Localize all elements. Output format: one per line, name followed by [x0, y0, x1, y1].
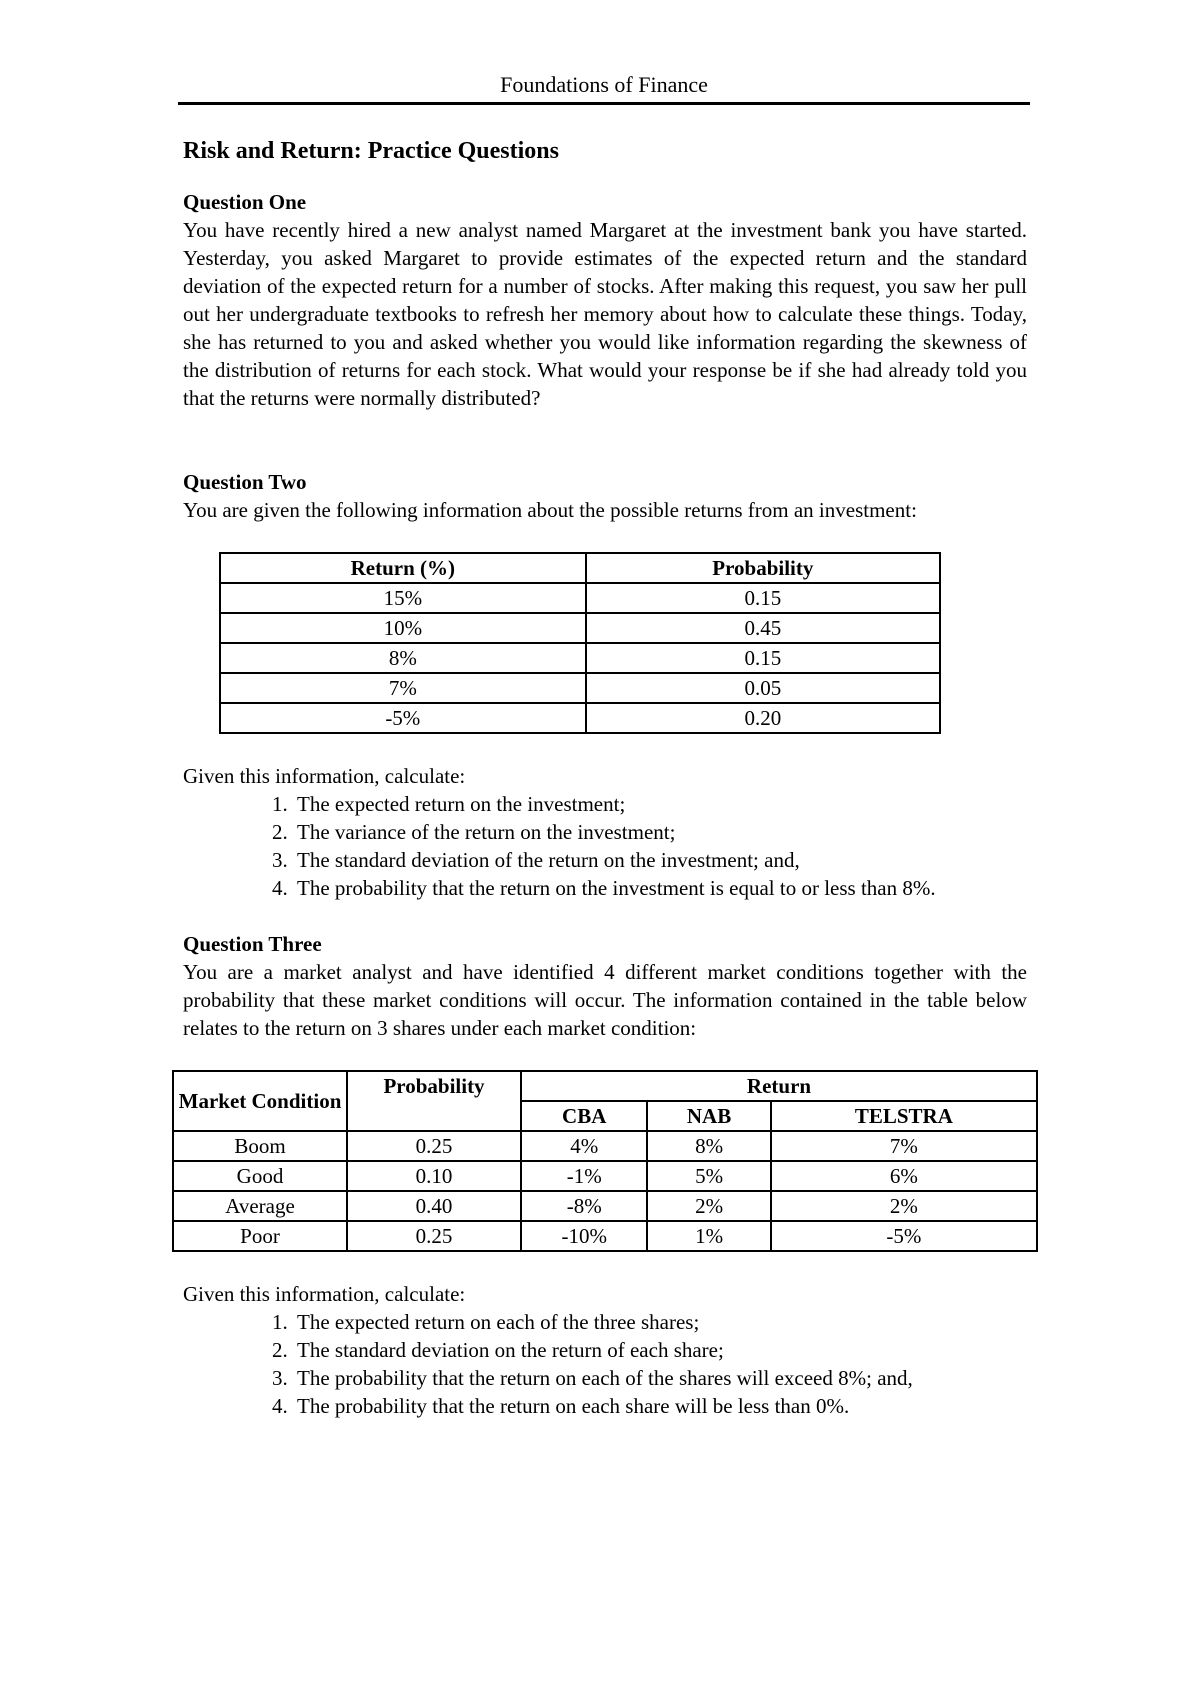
- table-cell: -5%: [771, 1221, 1037, 1251]
- table-cell: 7%: [771, 1131, 1037, 1161]
- table-row: [173, 1161, 1037, 1191]
- table-cell: 0.15: [586, 643, 940, 673]
- column-header-cba: CBA: [521, 1101, 647, 1131]
- table-cell: 1%: [647, 1221, 770, 1251]
- column-header-return: Return: [521, 1071, 1037, 1101]
- market-conditions-table: [172, 1070, 1038, 1252]
- table-cell: Average: [173, 1191, 347, 1221]
- table-cell: -1%: [521, 1161, 647, 1191]
- table-cell: Poor: [173, 1221, 347, 1251]
- table-cell: 0.25: [347, 1221, 521, 1251]
- page-title: Risk and Return: Practice Questions: [183, 138, 559, 164]
- table-cell: Boom: [173, 1131, 347, 1161]
- document-body: [178, 136, 1027, 1420]
- question-two-heading: Question Two: [183, 470, 307, 494]
- table-row: [220, 703, 940, 733]
- table-cell: 0.25: [347, 1131, 521, 1161]
- table-row: [173, 1221, 1037, 1251]
- column-header-probability: Probability: [347, 1071, 521, 1131]
- table-cell: 5%: [647, 1161, 770, 1191]
- question-three-heading: Question Three: [183, 932, 322, 956]
- table-row: [220, 583, 940, 613]
- table-row: [220, 613, 940, 643]
- question-three-task-list: [183, 1308, 1027, 1420]
- table-cell: 4%: [521, 1131, 647, 1161]
- table-cell: -5%: [220, 703, 586, 733]
- table-cell: 8%: [647, 1131, 770, 1161]
- table-cell: 6%: [771, 1161, 1037, 1191]
- question-one-heading: Question One: [183, 190, 307, 214]
- list-item: 3. The standard deviation of the return on the investment; and,: [293, 846, 1027, 874]
- table-cell: 2%: [771, 1191, 1037, 1221]
- table-cell: 8%: [220, 643, 586, 673]
- table-cell: 0.45: [586, 613, 940, 643]
- table-cell: 0.10: [347, 1161, 521, 1191]
- table-header-row: [220, 553, 940, 583]
- table-header-row: [173, 1071, 1037, 1101]
- list-item: 3. The probability that the return on each of the shares will exceed 8%; and,: [293, 1364, 1027, 1392]
- column-header-market-condition: Market Condition: [173, 1071, 347, 1131]
- question-two-calc-intro: Given this information, calculate:: [183, 764, 466, 788]
- running-header: Foundations of Finance: [178, 72, 1030, 105]
- column-header-nab: NAB: [647, 1101, 770, 1131]
- question-three-calc-intro: Given this information, calculate:: [183, 1282, 466, 1306]
- table-cell: 2%: [647, 1191, 770, 1221]
- question-one-text: You have recently hired a new analyst named Margaret at the investment bank you have started. Yesterday, you asked Margaret to provide estimates of the expected return and the standard deviation of the expected return for a number of stocks. After making this request, you saw her pull out her undergraduate textbooks to refresh her memory about how to calculate these things. Today, she has returned to you and asked whether you would like information regarding the skewness of the distribution of returns for each stock. What would your response be if she had already told you that the returns were normally distributed?: [183, 218, 1027, 410]
- table-cell: 0.20: [586, 703, 940, 733]
- table-row: [220, 673, 940, 703]
- table-cell: 0.05: [586, 673, 940, 703]
- table-row: [173, 1191, 1037, 1221]
- list-item: 2. The variance of the return on the investment;: [293, 818, 1027, 846]
- question-two-task-list: [183, 790, 1027, 902]
- table-cell: 15%: [220, 583, 586, 613]
- question-three-text: You are a market analyst and have identified 4 different market conditions together with the probability that these market conditions will occur. The information contained in the table below relates to the return on 3 shares under each market condition:: [183, 960, 1027, 1040]
- table-cell: 0.15: [586, 583, 940, 613]
- table-row: [173, 1131, 1037, 1161]
- returns-probability-table: [219, 552, 941, 734]
- table-cell: -8%: [521, 1191, 647, 1221]
- table-cell: 0.40: [347, 1191, 521, 1221]
- column-header-telstra: TELSTRA: [771, 1101, 1037, 1131]
- table-cell: Good: [173, 1161, 347, 1191]
- column-header-probability: Probability: [586, 553, 940, 583]
- list-item: 2. The standard deviation on the return of each share;: [293, 1336, 1027, 1364]
- table-cell: -10%: [521, 1221, 647, 1251]
- list-item: 1. The expected return on the investment;: [293, 790, 1027, 818]
- question-two-text: You are given the following information about the possible returns from an investment:: [183, 498, 917, 522]
- list-item: 4. The probability that the return on the investment is equal to or less than 8%.: [293, 874, 1027, 902]
- table-cell: 10%: [220, 613, 586, 643]
- table-cell: 7%: [220, 673, 586, 703]
- table-row: [220, 643, 940, 673]
- list-item: 1. The expected return on each of the three shares;: [293, 1308, 1027, 1336]
- list-item: 4. The probability that the return on each share will be less than 0%.: [293, 1392, 1027, 1420]
- column-header-return: Return (%): [220, 553, 586, 583]
